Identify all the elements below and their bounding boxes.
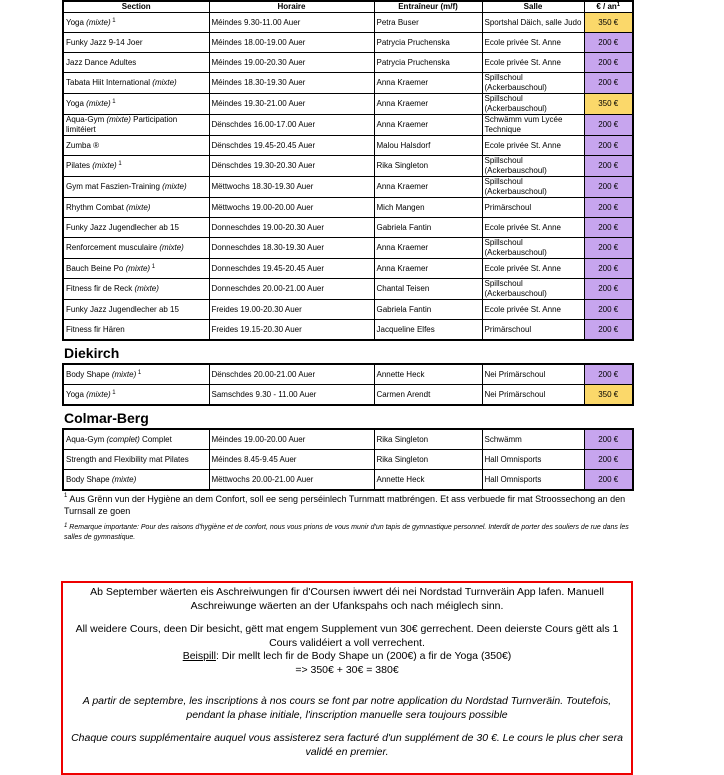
header-section: Section (63, 1, 209, 13)
trainer-cell: Anna Kraemer (374, 94, 482, 115)
horaire-cell: Dënschdes 20.00-21.00 Auer (209, 364, 374, 385)
section-cell: Yoga (mixte) $^1$ (63, 94, 209, 115)
price-cell: 350 € (584, 13, 633, 33)
section-cell: Aqua-Gym (mixte) Participation limitéiert (63, 115, 209, 136)
price-cell: 200 € (584, 300, 633, 320)
registration-notice (61, 581, 633, 775)
price-cell: 200 € (584, 320, 633, 341)
section-cell: Bauch Beine Po (mixte) $^1$ (63, 259, 209, 279)
notice-fr1: A partir de septembre, les inscriptions à nos cours se font par notre application du Nordstad Turnveräin. Toutefois, pendant la phase initiale, l'inscription manuelle sera toujours possible (82, 695, 612, 721)
horaire-cell: Dënschdes 19.30-20.30 Auer (209, 156, 374, 177)
salle-cell: Sportshal Däich, salle Judo (482, 13, 584, 33)
table-row (63, 33, 633, 53)
trainer-cell: Anna Kraemer (374, 73, 482, 94)
diekirch-table (62, 363, 634, 406)
table-row (63, 450, 633, 470)
price-cell: 200 € (584, 450, 633, 470)
table-row (63, 300, 633, 320)
price-cell: 200 € (584, 136, 633, 156)
colmar-table (62, 428, 634, 491)
horaire-cell: Samschdes 9.30 - 11.00 Auer (209, 385, 374, 406)
horaire-cell: Donneschdes 19.45-20.45 Auer (209, 259, 374, 279)
salle-cell: Spillschoul (Ackerbauschoul) (482, 156, 584, 177)
section-cell: Gym mat Faszien-Training (mixte) (63, 177, 209, 198)
salle-cell: Ecole privée St. Anne (482, 218, 584, 238)
price-cell: 350 € (584, 385, 633, 406)
salle-cell: Ecole privée St. Anne (482, 53, 584, 73)
table-row (63, 238, 633, 259)
price-cell: 200 € (584, 198, 633, 218)
section-cell: Strength and Flexibility mat Pilates (63, 450, 209, 470)
section-cell: Renforcement musculaire (mixte) (63, 238, 209, 259)
salle-cell: Schwämm vum Lycée Technique (482, 115, 584, 136)
trainer-cell: Anna Kraemer (374, 115, 482, 136)
salle-cell: Spillschoul (Ackerbauschoul) (482, 94, 584, 115)
header-salle: Salle (482, 1, 584, 13)
salle-cell: Ecole privée St. Anne (482, 33, 584, 53)
section-cell: Tabata Hiit International (mixte) (63, 73, 209, 94)
trainer-cell: Rika Singleton (374, 156, 482, 177)
price-cell: 350 € (584, 94, 633, 115)
horaire-cell: Donneschdes 18.30-19.30 Auer (209, 238, 374, 259)
trainer-cell: Jacqueline Elfes (374, 320, 482, 341)
price-cell: 200 € (584, 115, 633, 136)
table-row (63, 53, 633, 73)
footnote-lu: $^1$ Aus Grënn vun der Hygiène an dem Confort, soll ee seng perséinlech Turnmatt matbréngen. Et ass verbuede fir mat Stroossechong an den Turnsall ze goen (64, 493, 626, 516)
trainer-cell: Rika Singleton (374, 429, 482, 450)
section-cell: Funky Jazz 9-14 Joer (63, 33, 209, 53)
section-cell: Funky Jazz Jugendlecher ab 15 (63, 218, 209, 238)
table-row (63, 364, 633, 385)
trainer-cell: Rika Singleton (374, 450, 482, 470)
salle-cell: Schwämm (482, 429, 584, 450)
trainer-cell: Patrycia Pruchenska (374, 53, 482, 73)
price-cell: 200 € (584, 73, 633, 94)
notice-calc: => 350€ + 30€ = 380€ (295, 663, 399, 676)
table-row (63, 218, 633, 238)
horaire-cell: Mëttwochs 18.30-19.30 Auer (209, 177, 374, 198)
price-cell: 200 € (584, 53, 633, 73)
salle-cell: Ecole privée St. Anne (482, 136, 584, 156)
horaire-cell: Méindes 19.30-21.00 Auer (209, 94, 374, 115)
table-row (63, 320, 633, 341)
salle-cell: Spillschoul (Ackerbauschoul) (482, 177, 584, 198)
horaire-cell: Dënschdes 19.45-20.45 Auer (209, 136, 374, 156)
horaire-cell: Méindes 9.30-11.00 Auer (209, 13, 374, 33)
price-cell: 200 € (584, 279, 633, 300)
header-trainer: Entraîneur (m/f) (374, 1, 482, 13)
table-row (63, 198, 633, 218)
salle-cell: Spillschoul (Ackerbauschoul) (482, 279, 584, 300)
table-row (63, 279, 633, 300)
trainer-cell: Carmen Arendt (374, 385, 482, 406)
salle-cell: Primärschoul (482, 198, 584, 218)
price-cell: 200 € (584, 177, 633, 198)
trainer-cell: Anna Kraemer (374, 259, 482, 279)
section-cell: Body Shape (mixte) (63, 470, 209, 491)
trainer-cell: Patrycia Pruchenska (374, 33, 482, 53)
price-cell: 200 € (584, 156, 633, 177)
section-cell: Zumba ® (63, 136, 209, 156)
horaire-cell: Dënschdes 16.00-17.00 Auer (209, 115, 374, 136)
trainer-cell: Petra Buser (374, 13, 482, 33)
table-row (63, 115, 633, 136)
table-row (63, 94, 633, 115)
notice-p1: Ab September wäerten eis Aschreiwungen fir d'Coursen iwwert déi nei Nordstad Turnveräin App lafen. Manuell Aschreiwunge wäerten an der Ufankspahs och nach méiglech sinn. (90, 586, 604, 612)
trainer-cell: Mich Mangen (374, 198, 482, 218)
horaire-cell: Freides 19.00-20.30 Auer (209, 300, 374, 320)
section-cell: Funky Jazz Jugendlecher ab 15 (63, 300, 209, 320)
salle-cell: Spillschoul (Ackerbauschoul) (482, 73, 584, 94)
horaire-cell: Méindes 18.30-19.30 Auer (209, 73, 374, 94)
section-cell: Fitness fir Hären (63, 320, 209, 341)
header-horaire: Horaire (209, 1, 374, 13)
horaire-cell: Freides 19.15-20.30 Auer (209, 320, 374, 341)
price-cell: 200 € (584, 470, 633, 491)
notice-p2: All weidere Cours, deen Dir besicht, gëtt mat engem Supplement vun 30€ gerrechent. Deen deierste Cours gëtt als 1 Cours validéiert a voll verrechent. (75, 623, 619, 649)
table-row (63, 156, 633, 177)
notice-fr2: Chaque cours supplémentaire auquel vous assisterez sera facturé d'un supplément de 30 €. Le cours le plus cher sera validé en premier. (71, 732, 623, 758)
section-cell: Pilates (mixte) $^1$ (63, 156, 209, 177)
table-row (63, 259, 633, 279)
salle-cell: Ecole privée St. Anne (482, 259, 584, 279)
table-row (63, 470, 633, 491)
trainer-cell: Malou Halsdorf (374, 136, 482, 156)
salle-cell: Nei Primärschoul (482, 364, 584, 385)
section-cell: Fitness fir de Reck (mixte) (63, 279, 209, 300)
section-cell: Body Shape (mixte) $^1$ (63, 364, 209, 385)
horaire-cell: Méindes 8.45-9.45 Auer (209, 450, 374, 470)
header-price: € / $an^1$ (584, 1, 633, 13)
section-cell: Aqua-Gym (complet) Complet (63, 429, 209, 450)
trainer-cell: Gabriela Fantin (374, 300, 482, 320)
schedule-wrapper (62, 0, 632, 543)
salle-cell: Ecole privée St. Anne (482, 300, 584, 320)
price-cell: 200 € (584, 33, 633, 53)
price-cell: 200 € (584, 364, 633, 385)
section-cell: Rhythm Combat (mixte) (63, 198, 209, 218)
price-cell: 200 € (584, 429, 633, 450)
horaire-cell: Méindes 18.00-19.00 Auer (209, 33, 374, 53)
salle-cell: Primärschoul (482, 320, 584, 341)
trainer-cell: Anna Kraemer (374, 238, 482, 259)
price-cell: 200 € (584, 259, 633, 279)
trainer-cell: Anna Kraemer (374, 177, 482, 198)
table-row (63, 136, 633, 156)
price-cell: 200 € (584, 238, 633, 259)
horaire-cell: Mëttwochs 19.00-20.00 Auer (209, 198, 374, 218)
ettelbruck-table (62, 0, 634, 341)
horaire-cell: Mëttwochs 20.00-21.00 Auer (209, 470, 374, 491)
section-cell: Jazz Dance Adultes (63, 53, 209, 73)
table-row (63, 73, 633, 94)
trainer-cell: Annette Heck (374, 364, 482, 385)
section-cell: Yoga (mixte) $^1$ (63, 13, 209, 33)
table-row (63, 385, 633, 406)
salle-cell: Hall Omnisports (482, 470, 584, 491)
trainer-cell: Annette Heck (374, 470, 482, 491)
table-row (63, 429, 633, 450)
trainer-cell: Gabriela Fantin (374, 218, 482, 238)
diekirch-title: Diekirch (64, 345, 120, 361)
table-row (63, 177, 633, 198)
notice-example: Beispill: Dir mellt lech fir de Body Shape un (200€) a fir de Yoga (350€) (182, 650, 512, 662)
horaire-cell: Méindes 19.00-20.30 Auer (209, 53, 374, 73)
horaire-cell: Donneschdes 20.00-21.00 Auer (209, 279, 374, 300)
table-header (63, 1, 633, 13)
horaire-cell: Donneschdes 19.00-20.30 Auer (209, 218, 374, 238)
section-cell: Yoga (mixte) $^1$ (63, 385, 209, 406)
footnote-fr: $^1$ Remarque importante: Pour des raisons d'hygiène et de confort, nous vous prions de vous munir d'un tapis de gymnastique personnel. Interdit de porter des souliers de rue dans les salles de gymnastique. (64, 523, 629, 541)
salle-cell: Hall Omnisports (482, 450, 584, 470)
horaire-cell: Méindes 19.00-20.00 Auer (209, 429, 374, 450)
table-row (63, 13, 633, 33)
colmar-title: Colmar-Berg (64, 410, 149, 426)
price-cell: 200 € (584, 218, 633, 238)
trainer-cell: Chantal Teisen (374, 279, 482, 300)
salle-cell: Nei Primärschoul (482, 385, 584, 406)
salle-cell: Spillschoul (Ackerbauschoul) (482, 238, 584, 259)
